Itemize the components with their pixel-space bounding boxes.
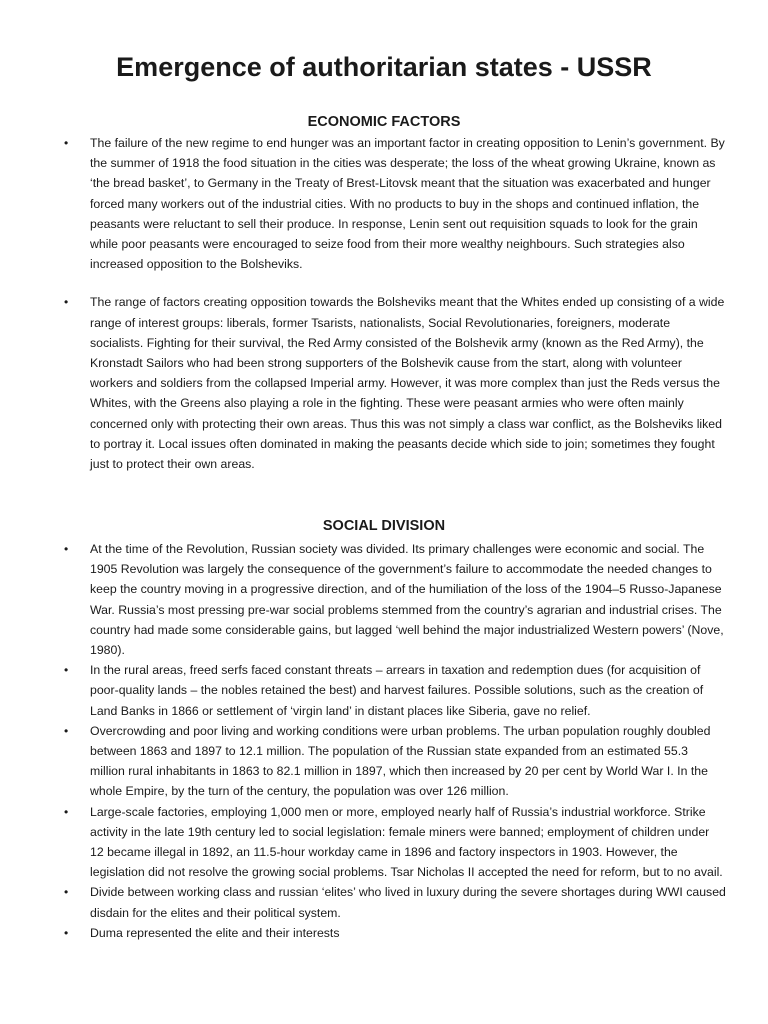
list-item <box>0 539 768 660</box>
economic-factors-list <box>0 133 768 474</box>
bullet-text: Duma represented the elite and their interests <box>90 925 340 940</box>
bullet-text: The failure of the new regime to end hunger was an important factor in creating opposition to Lenin’s government. By the summer of 1918 the food situation in the cities was desperate; the loss of the wheat growing Ukraine, known as ‘the bread basket’, to Germany in the Treaty of Brest-Litovsk meant that the situation was exacerbated and hunger forced many workers out of the industrial cities. With no products to buy in the shops and continued inflation, the peasants were reluctant to sell their produce. In response, Lenin sent out requisition squads to look for the grain while poor peasants were encouraged to seize food from their more wealthy neighbours. Such strategies also increased opposition to the Bolsheviks. <box>90 136 725 272</box>
document-title: Emergence of authoritarian states - USSR <box>116 52 652 82</box>
list-item <box>0 660 768 721</box>
bullet-icon: • <box>64 925 69 940</box>
bullet-text: Overcrowding and poor living and working conditions were urban problems. The urban population roughly doubled between 1863 and 1897 to 12.1 million. The population of the Russian state expanded from an estimated 55.3 million rural inhabitants in 1863 to 82.1 million in 1897, which then increased by 20 per cent by World War I. In the whole Empire, by the turn of the century, the population was over 126 million. <box>90 723 711 799</box>
bullet-icon: • <box>64 723 69 738</box>
bullet-icon: • <box>64 804 69 819</box>
list-item <box>0 721 768 802</box>
bullet-icon: • <box>64 136 69 150</box>
list-item <box>0 923 768 943</box>
bullet-icon: • <box>64 295 69 310</box>
bullet-icon: • <box>64 542 69 556</box>
social-division-list <box>0 539 768 943</box>
bullet-text: At the time of the Revolution, Russian society was divided. Its primary challenges were economic and social. The 1905 Revolution was largely the consequence of the government’s failure to accommodate the needed changes to keep the country moving in a progressive direction, and of the humiliation of the loss of the 1904–5 Russo-Japanese War. Russia’s most pressing pre-war social problems stemmed from the country’s agrarian and industrial crises. The country had made some considerable gains, but lagged ‘well behind the major industrialized Western powers’ (Nove, 1980). <box>90 542 724 658</box>
list-item <box>0 882 768 922</box>
bullet-icon: • <box>64 663 69 678</box>
bullet-text: Divide between working class and russian ‘elites’ who lived in luxury during the severe shortages during WWI caused disdain for the elites and their political system. <box>90 885 726 920</box>
list-item <box>0 133 768 274</box>
list-item <box>0 292 768 474</box>
bullet-text: Large-scale factories, employing 1,000 men or more, employed nearly half of Russia’s industrial workforce. Strike activity in the late 19th century led to social legislation: female miners were banned; employment of children under 12 became illegal in 1892, an 11.5-hour workday came in 1896 and factory inspectors in 1903. However, the legislation did not resolve the growing social problems. Tsar Nicholas II accepted the need for reform, but to no avail. <box>90 804 723 880</box>
bullet-text: In the rural areas, freed serfs faced constant threats – arrears in taxation and redemption dues (for acquisition of poor-quality lands – the nobles retained the best) and harvest failures. Possible solutions, such as the creation of Land Banks in 1866 or settlement of ‘virgin land’ in distant places like Siberia, gave no relief. <box>90 663 704 718</box>
bullet-text: The range of factors creating opposition towards the Bolsheviks meant that the Whites ended up consisting of a wide range of interest groups: liberals, former Tsarists, nationalists, Social Revolutionaries, foreigners, moderate socialists. Fighting for their survival, the Red Army consisted of the Bolshevik army (known as the Red Army), the Kronstadt Sailors who had been strong supporters of the Bolshevik cause from the start, along with volunteer workers and soldiers from the collapsed Imperial army. However, it was more complex than just the Reds versus the Whites, with the Greens also playing a role in the fighting. These were peasant armies who were often mainly concerned only with protecting their own areas. Thus this was not simply a class war conflict, as the Bolsheviks liked to portray it. Local issues often dominated in making the peasants decide which side to join; sometimes they fought just to protect their own areas. <box>90 295 725 472</box>
section-heading-social-division: SOCIAL DIVISION <box>322 518 446 534</box>
list-item <box>0 802 768 883</box>
section-heading-economic-factors: ECONOMIC FACTORS <box>307 114 461 130</box>
bullet-icon: • <box>64 885 69 900</box>
